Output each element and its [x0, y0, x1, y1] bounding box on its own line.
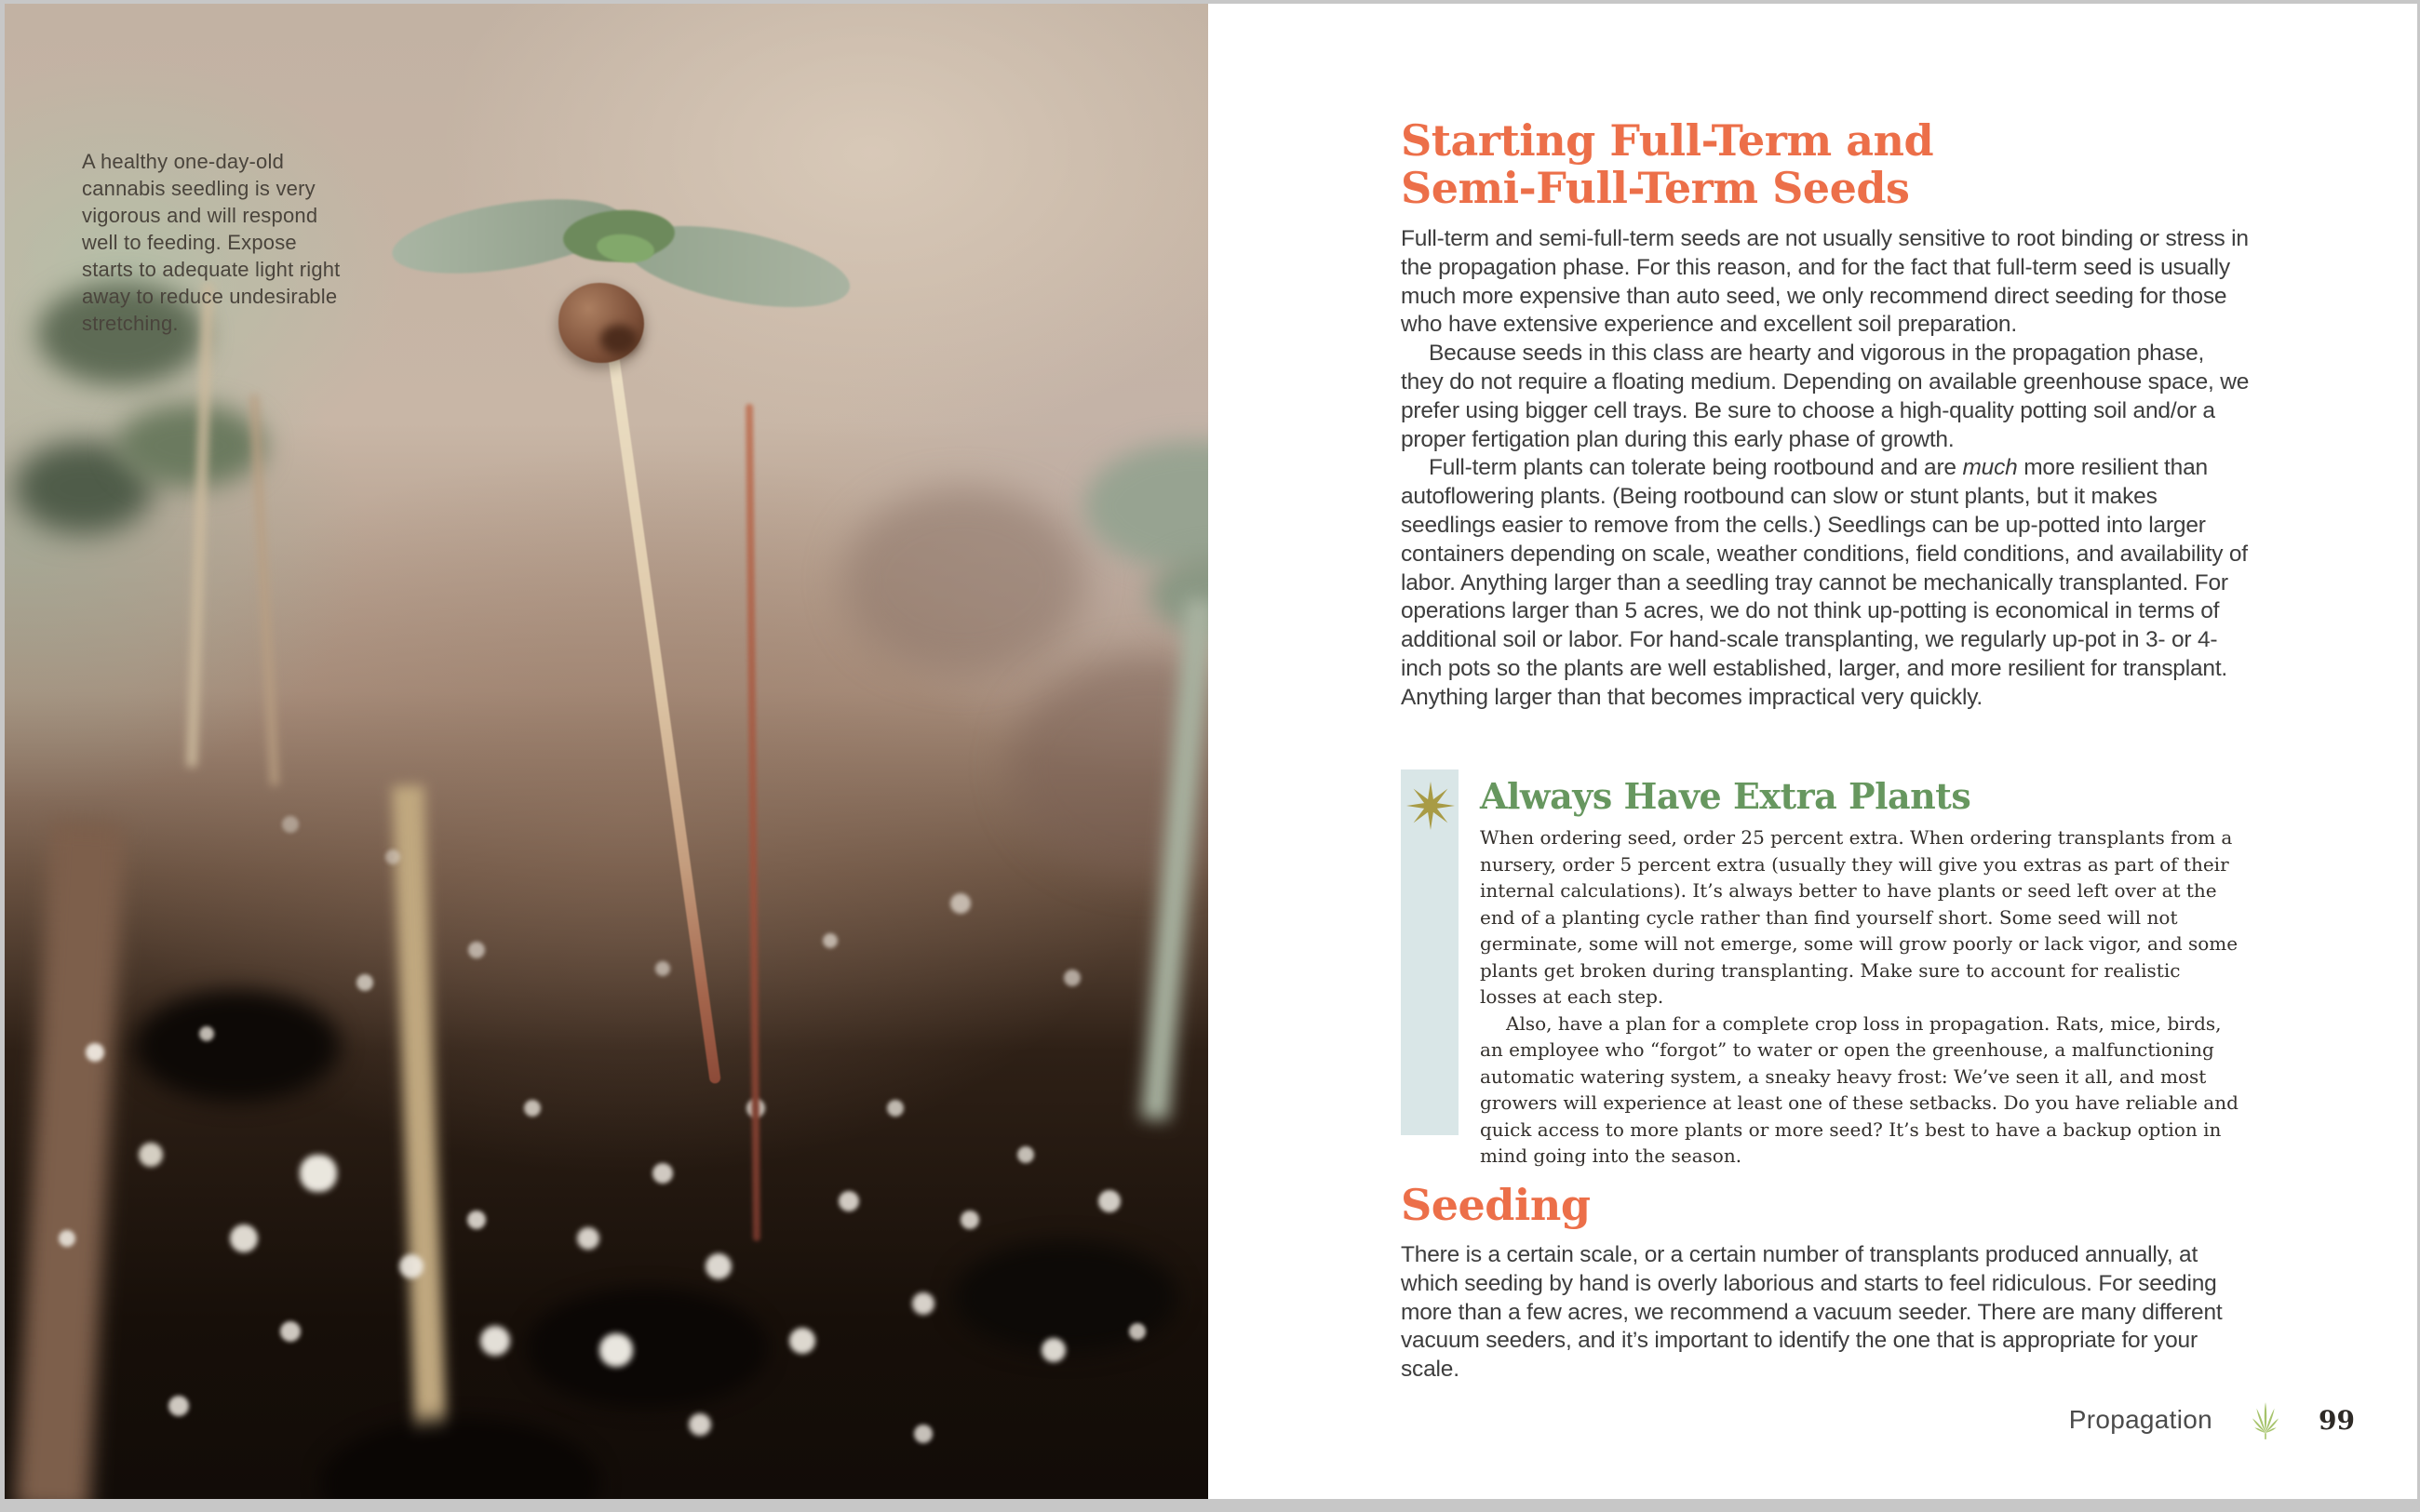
- paragraph: There is a certain scale, or a certain number of transplants produced annually, at which seeding by hand is overly laborious and starts to feel ridiculous. For seeding more than a few acres, we recommend a vacuum seeder. There are many different vacuum seeders, and it’s important to identify the one that is appropriate for your scale.: [1401, 1242, 2223, 1383]
- photo-blur-plant: [116, 404, 265, 488]
- seedling-photo: [5, 4, 1208, 1499]
- soil-pit: [526, 1288, 768, 1409]
- soil-pit: [321, 1418, 600, 1499]
- callout-paragraph: Also, have a plan for a complete crop loss in propagation. Rats, mice, birds, an employee who “forgot” to water or open the greenhouse, a malfunctioning automatic watering system, a sneaky heavy frost: We’ve seen it all, and most growers will experience at least one of these setbacks. Do you have reliable and quick access to more plants or more seed? It’s best to have a backup option in mind going into the season.: [1480, 1011, 2238, 1167]
- book-spread: [5, 4, 2417, 1499]
- section-heading-line1: Starting Full-Term and: [1401, 115, 1934, 166]
- seeding-body: [1401, 1241, 2250, 1385]
- callout-body: [1480, 824, 2238, 1170]
- footer-section-label: Propagation: [2068, 1405, 2213, 1434]
- paragraph: Full-term and semi-full-term seeds are not usually sensitive to root binding or stress in the propagation phase. For this reason, and for the fact that full-term seed is usually much more expensive than auto seed, we only recommend direct seeding for those who have extensive experience and excellent soil preparation.: [1401, 226, 2249, 338]
- red-seedling-stem: [746, 404, 760, 1241]
- photo-blur-stalk: [15, 821, 126, 1499]
- starburst-icon: [1406, 782, 1455, 830]
- emphasized-word: much: [1962, 455, 2018, 481]
- paragraph: [1401, 454, 2250, 712]
- photo-blur-stalk: [392, 785, 449, 1499]
- seed-husk: [558, 283, 644, 363]
- seed-husk-shadow: [600, 325, 638, 355]
- section-heading-line2: Semi-Full-Term Seeds: [1401, 163, 1910, 213]
- photo-blur-spot: [842, 488, 1084, 674]
- soil-pit: [954, 1241, 1177, 1353]
- page-footer: [2034, 1398, 2355, 1442]
- soil-pit: [135, 990, 340, 1102]
- paragraph: Because seeds in this class are hearty and vigorous in the propagation phase, they do not require a floating medium. Depending on available greenhouse space, we prefer using bigger cell trays. Be sure to choose a high-quality potting soil and/or a proper fertigation plan during this early phase of growth.: [1401, 341, 2250, 452]
- photo-blur-stem: [250, 395, 278, 785]
- page-number: 99: [2319, 1404, 2355, 1436]
- paragraph-text: more resilient than autoflowering plants. (Being rootbound can slow or stunt plants, but it makes seedlings easier to remove from the cells.) Seedlings can be up-potted into larger containers depending on scale, weather conditions, field conditions, and availability of labor. Anything larger than a seedling tray cannot be mechanically transplanted. For operations larger than 5 acres, we do not think up-potting is economical in terms of additional soil or labor. For hand-scale transplanting, we regularly up-pot in 3- or 4-inch pots so the plants are well established, larger, and more resilient for transplant. Anything larger than that becomes impractical very quickly.: [1401, 455, 2248, 710]
- section-heading-seeding: Seeding: [1401, 1180, 1591, 1230]
- paragraph-text: Full-term plants can tolerate being rootbound and are: [1429, 455, 1963, 481]
- article-body: [1401, 225, 2250, 713]
- photo-blur-leaf: [1084, 441, 1208, 571]
- section-heading: [1401, 117, 1933, 212]
- photo-caption: A healthy one-day-old cannabis seedling is very vigorous and will respond well to feeding. Expose starts to adequate light right away to reduce undesirable stretching.: [82, 150, 341, 335]
- seedling-stem: [608, 355, 721, 1084]
- callout-paragraph: When ordering seed, order 25 percent extra. When ordering transplants from a nursery, order 5 percent extra (usually they will give you extras as part of their internal calculations). It’s always better to have plants or seed left over at the end of a planting cycle rather than find yourself short. Some seed will not germinate, some will not emerge, some will grow poorly or lack vigor, and some plants get broken during transplanting. Make sure to account for realistic losses at each step.: [1480, 826, 2238, 1008]
- cannabis-leaf-icon: [2244, 1398, 2287, 1441]
- callout-heading: Always Have Extra Plants: [1480, 775, 1971, 817]
